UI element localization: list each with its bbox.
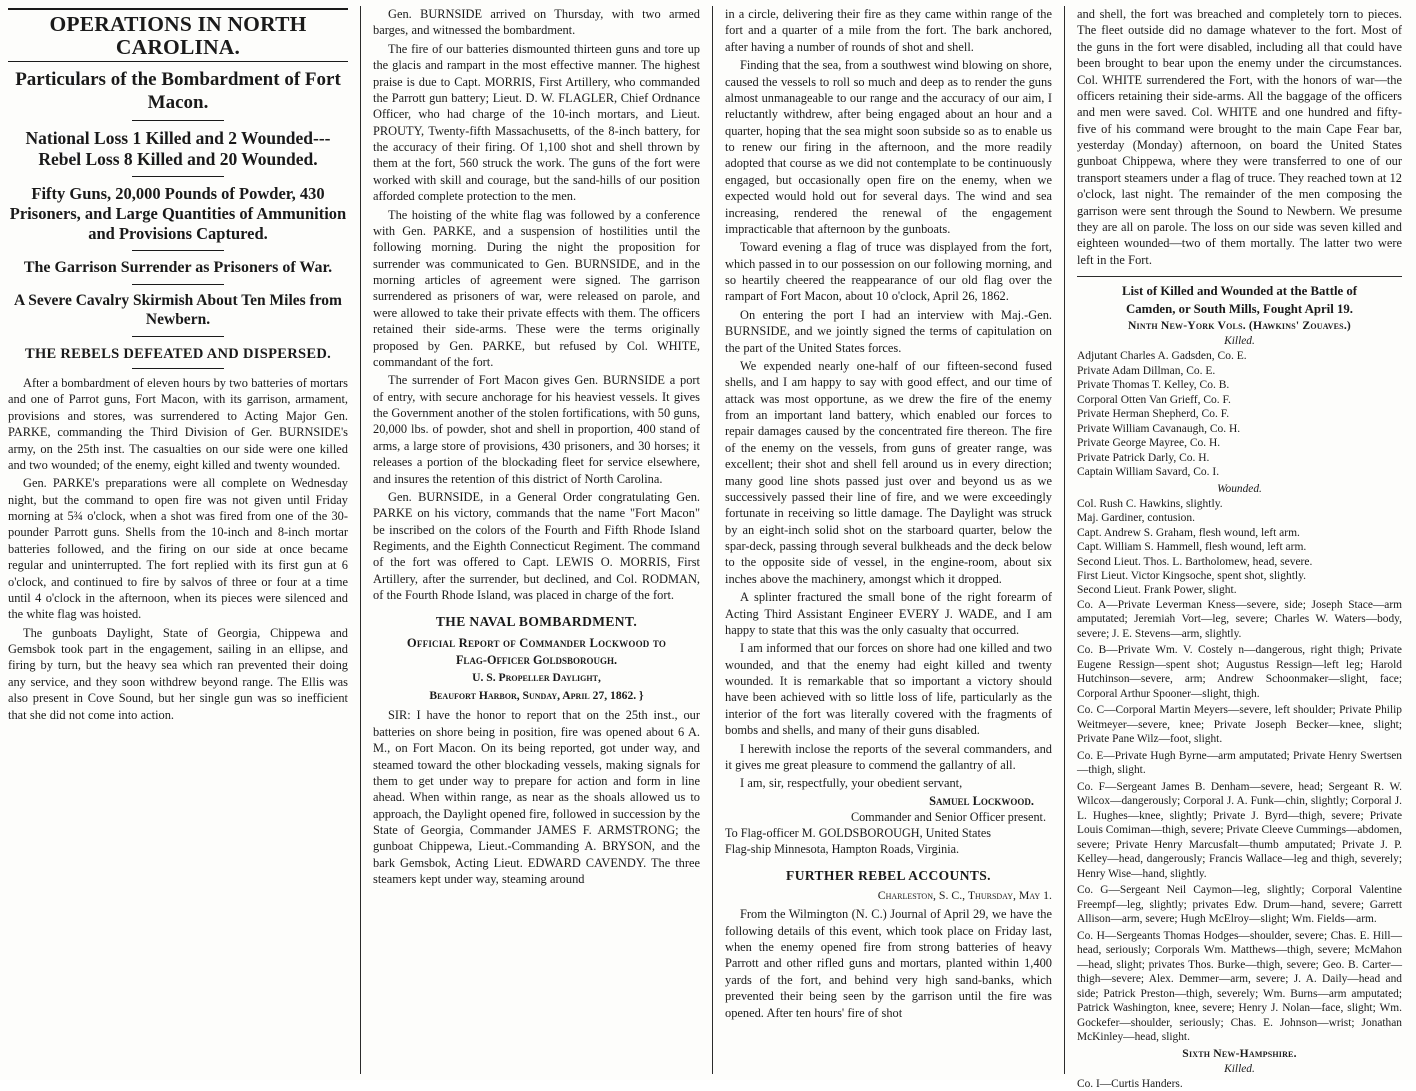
company-casualty-entry: Co. G—Sergeant Neil Caymon—leg, slightly; Corporal Valentine Freempf—leg, slightly; privates Edw. Drum—hand, severe; Garrett Allison—arm, severe; Hugh McElroy—slight; Wm. Fields—arm.	[1077, 884, 1402, 926]
list-item: Corporal Otten Van Grieff, Co. F.	[1077, 393, 1231, 406]
company-casualty-entry: Co. H—Sergeants Thomas Hodges—shoulder, severe; Chas. E. Hill—head, seriously; Corporals Wm. Matthews—thigh, severe; McMahon—head, slight; privates Thos. Burke—thigh, severe; Geo. B. Carter—thigh—severe; Alex. Demmer—arm, severe; J. A. Daily—head and side; Patrick Preston—thigh, severely; Wm. Burns—arm amputated; Patrick Washington, knee, severe; Henry J. Nolan—face, slight; Wm. Gockefer—shoulder, seriously; Chas. E. Johnson—wrist; Jonathan McKinley—head, slight.	[1077, 929, 1402, 1044]
list-item: Captain William Savard, Co. I.	[1077, 466, 1220, 479]
list-item: Private Adam Dillman, Co. E.	[1077, 364, 1216, 377]
paragraph: SIR: I have the honor to report that on the 25th inst., our batteries on shore being in position, fire was opened about 6 A. M., on Fort Macon. On its being reported, got under way, and steamed toward the other blockading vessels, making signals for them to get under way to prepare for action and form in line ahead. When within range, as near as the shoals allowed us to approach, the Daylight opened fire, followed in succession by the State of Georgia, Commander JAMES F. ARMSTRONG; the gunboat Chippewa, Lieut.-Commanding A. BRYSON, and the bark Gemsbok, Acting Lieut. EDWARD CAVENDY. The three steamers kept under way, steaming around	[373, 708, 700, 887]
letter-address-line-2: Flag-ship Minnesota, Hampton Roads, Virginia.	[725, 842, 960, 857]
list-item: Second Lieut. Frank Power, slight.	[1077, 584, 1237, 597]
dateline: Charleston, S. C., Thursday, May 1.	[877, 888, 1052, 903]
subheading-killed-2: Killed.	[1224, 1062, 1255, 1075]
company-casualty-entry: Co. B—Private Wm. V. Costely n—dangerous, right thigh; Private Eugene Ressign—spent shot; Augustus Ressign—left leg; Harold Hutchinson—severe, arm; Andrew Schoonmaker—slight, face; Corporal Arthur Spooner—slight, thigh.	[1077, 644, 1402, 700]
paragraph: in a circle, delivering their fire as they came within range of the fort and a quarter of a mile from the fort. The bark anchored, after having a number of rounds of shot and shell.	[725, 7, 1052, 54]
list-item: Capt. William S. Hammell, flesh wound, left arm.	[1077, 541, 1307, 554]
paragraph: Toward evening a flag of truce was displayed from the fort, which passed in to our possession on our following morning, and so heartily cheered the reappearance of our old flag over the rampart of Fort Macon, about 10 o'clock, April 26, 1862.	[725, 240, 1052, 304]
column-1	[8, 6, 360, 1074]
report-subheading-line-1: Official Report of Commander Lockwood to	[406, 635, 667, 650]
paragraph: Finding that the sea, from a southwest wind blowing on shore, caused the vessels to roll so much and deep as to render the guns almost unmanageable to our range and the accuracy of our aim, I reluctantly withdrew, after being engaged about an hour and a quarter, hoping that the sea might soon subside so as to enable us to renew our firing in the afternoon, and the more readily adopted that course as we did not contemplate to be continuously engaged, but occasionally open fire on the enemy, when we expected would hold out for several days. The wind and sea increasing, rendered the renewal of the engagement impracticable that afternoon by the gunboats.	[725, 58, 1052, 236]
unit-heading-sixth-new-hampshire: Sixth New-Hampshire.	[1182, 1046, 1297, 1060]
paragraph: The gunboats Daylight, State of Georgia, Chippewa and Gemsbok took part in the engagement, sailing in an ellipse, and firing by turn, but the heavy sea which ran prevented their doing any service, and they soon withdrew beyond range. The Ellis was also present in Cove Sound, but her single gun was so inefficient that she did not come into action.	[8, 625, 348, 722]
headline-sub-1: Particulars of the Bombardment of Fort Macon.	[15, 69, 341, 113]
list-item: Private George Mayree, Co. H.	[1077, 437, 1221, 450]
list-item: Adjutant Charles A. Gadsden, Co. E.	[1077, 350, 1247, 363]
headline-sub-4: The Garrison Surrender as Prisoners of War.	[23, 259, 333, 277]
list-title-line-1: List of Killed and Wounded at the Battle of	[1121, 284, 1358, 298]
rule-4	[132, 250, 224, 251]
dispatch-place-date: Beaufort Harbor, Sunday, April 27, 1862. }	[429, 688, 644, 702]
rule-6	[132, 336, 224, 337]
paragraph: Gen. BURNSIDE arrived on Thursday, with two armed barges, and witnessed the bombardment.	[373, 7, 700, 38]
rule-7	[132, 368, 224, 369]
wounded-name-list	[1077, 497, 1402, 598]
company-casualty-entry: Co. E—Private Hugh Byrne—arm amputated; Private Henry Swertsen—thigh, slight.	[1077, 749, 1402, 777]
list-item: Maj. Gardiner, contusion.	[1077, 512, 1196, 525]
letter-signature-title: Commander and Senior Officer present.	[850, 809, 1046, 824]
paragraph: and shell, the fort was breached and completely torn to pieces. The fleet outside did no damage whatever to the fort. Most of the guns in the fort were disabled, including all that could have been brought to bear upon the enemy under the circumstances. Col. WHITE surrendered the Fort, with the honors of war—the officers retaining their side-arms. All the baggage of the officers and men were saved. Col. WHITE and one hundred and fifty-five of his command were brought to the main Cape Fear bar, yesterday (Monday) afternoon, on board the United States gunboat Chippewa, where they were transferred to one of our transport steamers under a flag of truce. They reached town at 12 o'clock, last night. The remainder of the men composing the garrison were sent through the Sound to Newbern. We presume they are all on parole. The loss on our side was seven killed and eighteen wounded—two of them mortally. The latter two were left in the Fort.	[1077, 7, 1402, 267]
paragraph: I am informed that our forces on shore had one killed and two wounded, and that the enemy had eight killed and twenty wounded. It is remarkable that so important a victory should have been achieved with so little loss of life, particularly as the interior of the fort was literally covered with the fragments of bombs and shells, and many of their guns disabled.	[725, 641, 1052, 738]
paragraph: The surrender of Fort Macon gives Gen. BURNSIDE a port of entry, with secure anchorage for his heaviest vessels. It gives the Government another of the stolen fortifications, with 50 guns, 20,000 lbs. of powder, shot and shell in proportion, 400 stand of arms, a large store of provisions, 430 prisoners, and 30 horses; it releases a portion of the blockading fleet for service elsewhere, and insures the retention of this district of North Carolina.	[373, 373, 700, 486]
list-item: Second Lieut. Thos. L. Bartholomew, head, severe.	[1077, 555, 1313, 568]
letter-closing: I am, sir, respectfully, your obedient servant,	[740, 776, 963, 791]
list-item: Col. Rush C. Hawkins, slightly.	[1077, 497, 1223, 510]
paragraph: The fire of our batteries dismounted thirteen guns and tore up the glacis and rampart in the most effective manner. The highest praise is due to Capt. MORRIS, First Artillery, who commanded the Parrott gun battery; Lieut. D. W. FLAGLER, Chief Ordnance Officer, who had charge of the 10-inch mortars, and Lieut. PROUTY, Twenty-fifth Massachusetts, of the 8-inch battery, for the accuracy of their firing. Of 1,100 shot and shell thrown by them at the fort, 560 struck the work. The guns of the fort were worked with skill and courage, but the sand-hills of our position afforded complete protection to the men.	[373, 41, 700, 204]
paragraph: Gen. BURNSIDE, in a General Order congratulating Gen. PARKE on his victory, commands that the name "Fort Macon" be inscribed on the colors of the Fourth and Fifth Rhode Island Regiments, and the Eighth Connecticut Regiment. The command of the fort was offered to Capt. LEWIS O. MORRIS, First Artillery, after the surrender, but declined, and Col. RODMAN, of the Fourth Rhode Island, was placed in charge of the fort.	[373, 489, 700, 603]
list-item: Private Patrick Darly, Co. H.	[1077, 451, 1210, 464]
killed-name-list	[1077, 349, 1402, 479]
headline-main: OPERATIONS IN NORTH CAROLINA.	[49, 12, 307, 59]
rule-5	[132, 284, 224, 285]
rule-3	[132, 176, 224, 177]
company-casualty-entry: Co. C—Corporal Martin Meyers—severe, left shoulder; Private Philip Weitmeyer—severe, knee; Private Joseph Becker—knee, slight; Private Pane Wilz—foot, slight.	[1077, 704, 1402, 746]
rule-2	[132, 120, 224, 121]
headline-sub-5: A Severe Cavalry Skirmish About Ten Miles from Newbern.	[14, 291, 342, 328]
column-3	[712, 6, 1064, 1074]
section-heading-naval-bombardment: THE NAVAL BOMBARDMENT.	[435, 613, 638, 629]
unit-heading-ninth-new-york: Ninth New-York Vols. (Hawkins' Zouaves.)	[1127, 319, 1351, 333]
list-item: Private Herman Shepherd, Co. F.	[1077, 408, 1230, 421]
rule-top	[8, 8, 348, 10]
headline-sub-2: National Loss 1 Killed and 2 Wounded---Rebel Loss 8 Killed and 20 Wounded.	[25, 127, 331, 169]
casualty-list-box	[1077, 276, 1402, 1091]
subheading-wounded: Wounded.	[1217, 482, 1262, 495]
column-4	[1064, 6, 1408, 1090]
section-heading-further-rebel-accounts: FURTHER REBEL ACCOUNTS.	[786, 868, 991, 884]
headline-sub-3: Fifty Guns, 20,000 Pounds of Powder, 430 Prisoners, and Large Quantities of Ammunition and Provisions Captured.	[9, 183, 347, 244]
paragraph: The hoisting of the white flag was followed by a conference with Gen. PARKE, and a suspension of hostilities until the following morning. During the night the proposition for surrender was communicated to Gen. BURNSIDE, and in the morning articles of agreement were signed. The garrison surrendered as prisoners of war, were released on parole, and were allowed to take their private effects with them. The officers retained their side-arms. These were the terms originally proposed by Gen. PARKE, but refused by Col. WHITE, commandant of the fort.	[373, 207, 700, 369]
paragraph: After a bombardment of eleven hours by two batteries of mortars and one of Parrot guns, Fort Macon, with its garrison, armament, provisions and stores, was surrendered to Acting Major Gen. PARKE, commanding the Third Division of Ger. BURNSIDE's army, on the 25th inst. The casualties on our side were one killed and two wounded; of the enemy, eight killed and twenty wounded.	[8, 376, 348, 472]
list-title-line-2: Camden, or South Mills, Fought April 19.	[1126, 301, 1353, 316]
letter-signature: Samuel Lockwood.	[929, 793, 1034, 808]
column-2	[360, 6, 712, 1074]
list-item: First Lieut. Victor Kingsoche, spent shot, slightly.	[1077, 570, 1306, 582]
dispatch-vessel: U. S. Propeller Daylight,	[472, 670, 601, 684]
company-casualty-entry: Co. A—Private Leverman Kness—severe, side; Joseph Stace—arm amputated; Jeremiah Vort—leg, severe; Charles W. Waters—body, severe; J. E. Stevens—arm, slightly.	[1077, 598, 1402, 640]
paragraph: A splinter fractured the small bone of the right forearm of Acting Third Assistant Engineer EVERY J. WADE, and I am happy to state that this was the only casualty that occurred.	[725, 590, 1052, 637]
headline-sub-6: THE REBELS DEFEATED AND DISPERSED.	[24, 345, 332, 362]
paragraph: I herewith inclose the reports of the several commanders, and it gives me great pleasure to commend the gallantry of all.	[725, 741, 1052, 772]
letter-address-line-1: To Flag-officer M. GOLDSBOROUGH, United States	[725, 825, 992, 840]
rule-1	[8, 61, 348, 62]
paragraph: Gen. PARKE's preparations were all complete on Wednesday night, but the command to open fire was not given until Friday morning at 5¾ o'clock, when a shot was fired from one of the 30-pounder Parrott guns. Shells from the 10-inch and 8-inch mortar batteries followed, and the firing on our side at once became regular and uninterrupted. The fort replied with its first gun at 6 o'clock, and continued to fire by salvos of three or four at a time until 4 o'clock in the afternoon, when its pieces were silenced and the white flag was hoisted.	[8, 476, 348, 622]
paragraph: We expended nearly one-half of our fifteen-second fused shells, and I am happy to say with good effect, and our time of attack was most opportune, as we drew the fire of the enemy from an important land battery, which enabled our forces to repair damages caused by the concentrated fire thereon. The fire of the enemy on the vessels, from guns of greater range, was excellent; their shot and shell fell around us in every direction; many good line shots passed just over and beyond us as we successively passed their line of fire, and we were exceedingly fortunate in receiving so little damage. The Daylight was struck by an eight-inch solid shot on the starboard quarter, below the spar-deck, passing through several bulkheads and the deck below to the opposite side of vessel, in the engine-room, about six inches above the machinery, amongst which it dropped.	[725, 358, 1052, 586]
list-item: Private Thomas T. Kelley, Co. B.	[1077, 379, 1230, 392]
subheading-killed: Killed.	[1224, 335, 1255, 348]
paragraph: On entering the port I had an interview with Maj.-Gen. BURNSIDE, and we jointly signed the terms of capitulation on the part of the United States forces.	[725, 307, 1052, 355]
list-item: Private William Cavanaugh, Co. H.	[1077, 422, 1241, 435]
company-casualty-entry: Co. I—Curtis Handers.	[1077, 1077, 1183, 1090]
list-item: Capt. Andrew S. Graham, flesh wound, left arm.	[1077, 526, 1300, 539]
report-subheading-line-2: Flag-Officer Goldsborough.	[455, 652, 618, 667]
company-casualty-entry: Co. F—Sergeant James B. Denham—severe, head; Sergeant R. W. Wilcox—dangerously; Corporal J. A. Funk—chin, slightly; Corporal J. L. Hughes—knee, slightly; Private J. Byrd—thigh, severe; Private Louis Comiman—thigh, severe; Private Cleeve Cummings—abdomen, severe; Private Henry Marcusfalt—thumb amputated; Private J. P. Kelley—head, dangerously; Francis Wallace—leg and thigh, severely; Henry Wise—hand, slightly.	[1077, 780, 1402, 880]
paragraph: From the Wilmington (N. C.) Journal of April 29, we have the following details of this event, which took place on Friday last, when the enemy opened fire from strong batteries of heavy Parrott and other rifled guns and mortars, planted within 1,400 yards of the fort, and behind very high sand-banks, which prevented their being seen by the garrison until the fire was opened. After ten hours' fire of shot	[725, 907, 1052, 1020]
